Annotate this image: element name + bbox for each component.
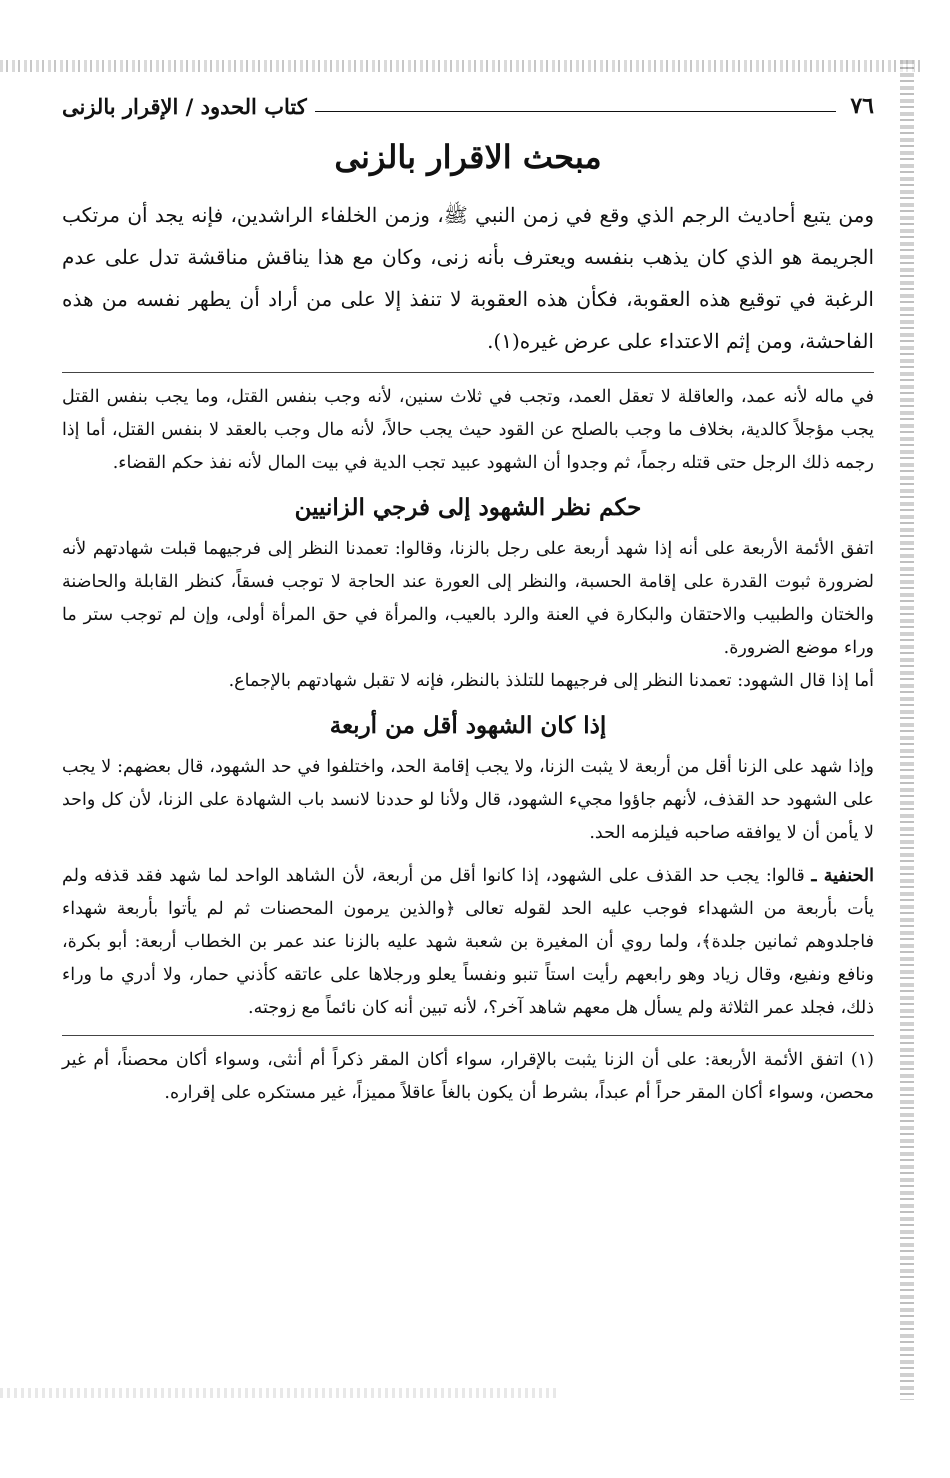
section1-paragraph-2: أما إذا قال الشهود: تعمدنا النظر إلى فرجيهما للتلذذ بالنظر، فإنه لا تقبل شهادتهم بالإجماع. (228, 671, 874, 691)
intro-paragraph: ومن يتبع أحاديث الرجم الذي وقع في زمن النبي ﷺ، وزمن الخلفاء الراشدين، فإنه يجد أن مرتكب الجريمة هو الذي كان يذهب بنفسه ويعترف بأنه زنى، وكان مع هذا يناقش مناقشة تدل على عدم الرغبة في توقيع هذه العقوبة، فكأن هذه العقوبة لا تنفذ إلا على من أراد أن يطهر نفسه من هذه الفاحشة، ومن إثم الاعتداء على عرض غيره(١). (62, 203, 874, 353)
footnote: (١) اتفق الأئمة الأربعة: على أن الزنا يثبت بالإقرار، سواء أكان المقر ذكراً أم أنثى، وسواء أكان محصناً، أم غير محصن، وسواء أكان المقر حراً أم عبداً، بشرط أن يكون بالغاً عاقلاً مميزاً، غير مستكره على إقراره. (62, 1050, 874, 1103)
document-page (62, 88, 874, 1110)
chapter-title: مبحث الاقرار بالزنى (334, 138, 602, 176)
decorative-right-border (900, 60, 914, 1400)
hanafi-lead: الحنفية ـ (811, 866, 874, 886)
hanafi-text: قالوا: يجب حد القذف على الشهود، إذا كانوا أقل من أربعة، لأن الشاهد الواحد لما شهد فقد قذفه ولم يأت بأربعة من الشهداء فوجب عليه الحد لقوله تعالى ﴿والذين يرمون المحصنات ثم لم يأتوا بأربعة شهداء فاجلدوهم ثمانين جلدة﴾، ولما روي أن المغيرة بن شعبة شهد عليه بالزنا عند عمر بن الخطاب أربعة: أبو بكرة، ونافع ونفيع، وقال زياد وهو رابعهم رأيت استاً تنبو ونفساً يعلو ورجلاها على عاتقه كأذني حمار، ولا أدري ما وراء ذلك، فجلد عمر الثلاثة ولم يسأل هل معهم شاهد آخر؟، لأنه تبين أنه كان نائماً مع زوجته. (62, 866, 874, 1018)
header-rule (315, 111, 837, 112)
section1-paragraph-1: اتفق الأئمة الأربعة على أنه إذا شهد أربعة على رجل بالزنا، وقالوا: تعمدنا النظر إلى فرجيهما قبلت شهادتهم لأنه لضرورة ثبوت القدرة على إقامة الحسبة، والنظر إلى العورة عند الحاجة لا توجب فسقاً، كنظر القابلة والحاضنة والختان والطبيب والاحتقان والبكارة في العنة والرد بالعيب، والمرأة في حق المرأة أولى، وإن لم توجب ستر ما وراء موضع الضرورة. (62, 539, 874, 658)
spacer (62, 850, 874, 860)
section-title-witness-gaze: حكم نظر الشهود إلى فرجي الزانيين (294, 494, 642, 521)
page-header (62, 88, 874, 124)
decorative-top-border (0, 60, 920, 72)
footnote-divider (62, 1035, 874, 1036)
section-title-fewer-witnesses: إذا كان الشهود أقل من أربعة (329, 712, 607, 739)
section2-paragraph-1: وإذا شهد على الزنا أقل من أربعة لا يثبت الزنا، ولا يجب إقامة الحد، واختلفوا في حد الشهود، قال بعضهم: لا يجب على الشهود حد القذف، لأنهم جاؤوا مجيء الشهود، قال ولأنا لو حددنا لانسد باب الشهادة على الزنا، لأن كل واحد لا يأمن أن لا يوافقه صاحبه فيلزمه الحد. (62, 757, 874, 843)
continued-paragraph: في ماله لأنه عمد، والعاقلة لا تعقل العمد، وتجب في ثلاث سنين، لأنه وجب بنفس القتل، وما يجب بنفس القتل يجب مؤجلاً كالدية، بخلاف ما وجب بالصلح عن القود حيث يجب حالاً، لأنه مال وجب بالعقد لا بنفس القتل، أما إذا رجمه ذلك الرجل حتى قتله رجماً، ثم وجدوا أن الشهود عبيد تجب الدية في بيت المال لأنه نفذ حكم القضاء. (62, 387, 874, 473)
divider (62, 372, 874, 373)
running-title: كتاب الحدود / الإقرار بالزنى (62, 93, 307, 119)
decorative-bottom-border (0, 1388, 560, 1398)
hanafi-paragraph (62, 860, 874, 1025)
page-number: ٧٦ (850, 93, 874, 119)
